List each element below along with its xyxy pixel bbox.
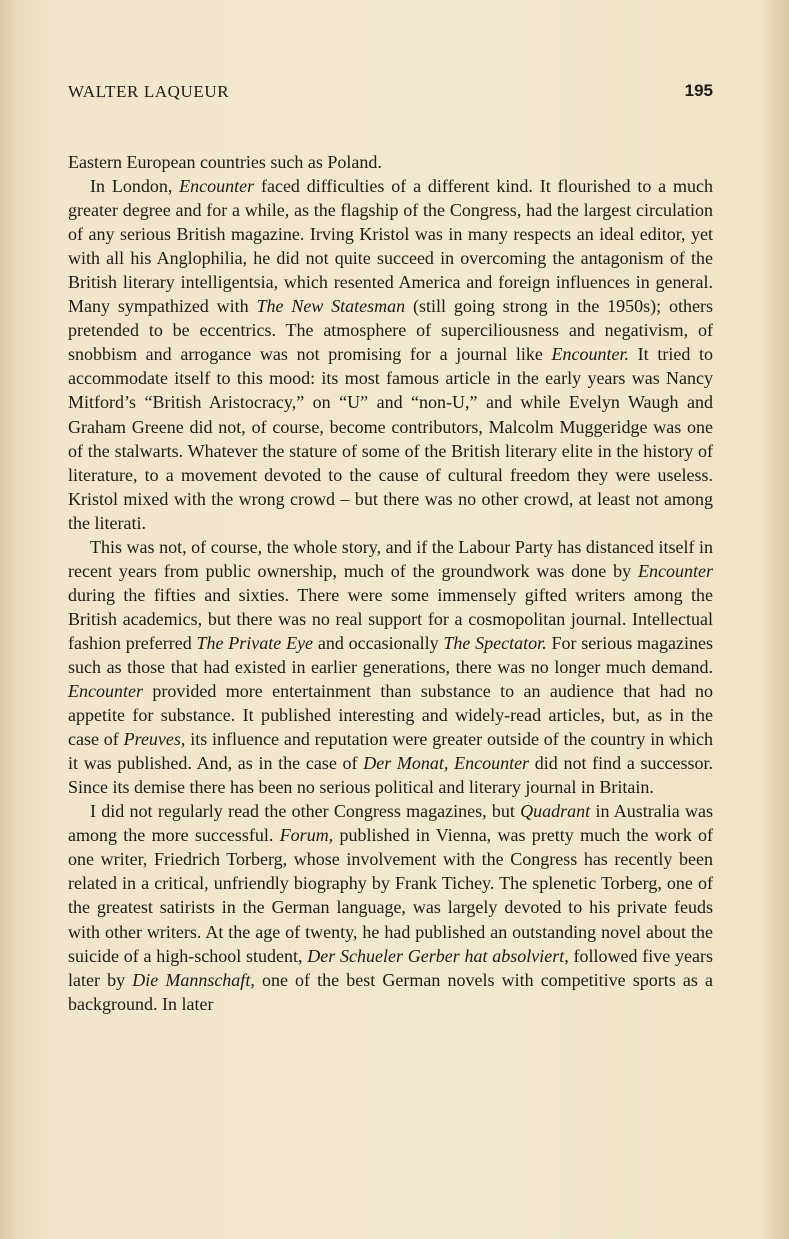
italic-title: Quadrant	[520, 801, 591, 822]
text-run: its influence and reputation were greater outside of the country in which it was published. And, as in the case of	[68, 729, 714, 774]
paragraph	[68, 799, 713, 1015]
text-run: one of the best German novels with competitive sports as a background. In later	[68, 969, 714, 1014]
body-text	[68, 150, 713, 1016]
italic-title: The Private Eye	[196, 632, 314, 653]
text-run: faced difficulties of a different kind. It flourished to a much greater degree and for a while, as the flagship of the Congress, had the largest circulation of any serious British magazine. Irving Kristol was in many respects an ideal editor, yet with all his Anglophilia, he did not quite succeed in overcoming the antagonism of the British literary intelligentsia, which resented America and foreign influences in general. Many sympathized with	[68, 176, 713, 317]
italic-title: Preuves,	[123, 729, 186, 750]
italic-title: Encounter.	[551, 344, 630, 365]
text-run: In London,	[90, 176, 180, 197]
paragraph	[68, 150, 713, 174]
italic-title: Encounter	[68, 681, 143, 702]
text-run: This was not, of course, the whole story, and if the Labour Party has distanced itself in recent years from public ownership, much of the groundwork was done by	[68, 536, 713, 581]
text-run: during the fifties and sixties. There were some immensely gifted writers among the British academics, but there was no real support for a cosmopolitan journal. Intellectual fashion preferred	[68, 584, 713, 653]
italic-title: Der Schueler Gerber hat absolviert,	[307, 945, 569, 966]
italic-title: Encounter	[638, 560, 713, 581]
running-head-author: WALTER LAQUEUR	[68, 82, 230, 101]
italic-title: Der Monat, Encounter	[363, 753, 530, 774]
text-run: and occasionally	[313, 632, 444, 653]
text-run: published in Vienna, was pretty much the work of one writer, Friedrich Torberg, whose involvement with the Congress has recently been related in a critical, unfriendly biography by Frank Tichey. The splenetic Torberg, one of the greatest satirists in the German language, was largely devoted to his private feuds with other writers. At the age of twenty, he had published an outstanding novel about the suicide of a high-school student,	[68, 825, 713, 966]
text-run: It tried to accommodate itself to this mood: its most famous article in the early years was Nancy Mitford’s “British Aristocracy,” on “U” and “non-U,” and while Evelyn Waugh and Graham Greene did not, of course, become contributors, Malcolm Muggeridge was one of the stalwarts. Whatever the stature of some of the British literary elite in the history of literature, to a movement devoted to the cause of cultural freedom they were useless. Kristol mixed with the wrong crowd – but there was no other crowd, at least not among the literati.	[68, 344, 713, 533]
italic-title: Encounter	[179, 176, 255, 197]
italic-title: The New Statesman	[256, 296, 406, 317]
text-run: in Australia was among the more successful.	[68, 801, 713, 846]
text-run: followed five years later by	[68, 945, 713, 990]
paragraph	[68, 535, 713, 800]
running-head	[68, 82, 713, 106]
text-run: Eastern European countries such as Poland.	[68, 152, 382, 172]
paragraph	[68, 174, 713, 535]
italic-title: Die Mannschaft,	[132, 969, 255, 990]
text-run: did not find a successor. Since its demise there has been no serious political and literary journal in Britain.	[68, 753, 713, 798]
text-run: provided more entertainment than substance to an audience that had no appetite for substance. It published interesting and widely-read articles, but, as in the case of	[68, 681, 713, 750]
italic-title: The Spectator.	[443, 632, 547, 653]
text-run: I did not regularly read the other Congress magazines, but	[90, 801, 521, 822]
text-run: (still going strong in the 1950s); others pretended to be eccentrics. The atmosphere of superciliousness and negativism, of snobbism and arrogance was not promising for a journal like	[68, 296, 713, 365]
italic-title: Forum,	[279, 825, 334, 846]
page-number: 195	[684, 81, 713, 100]
text-run: For serious magazines such as those that had existed in earlier generations, there was no longer much demand.	[68, 632, 713, 677]
